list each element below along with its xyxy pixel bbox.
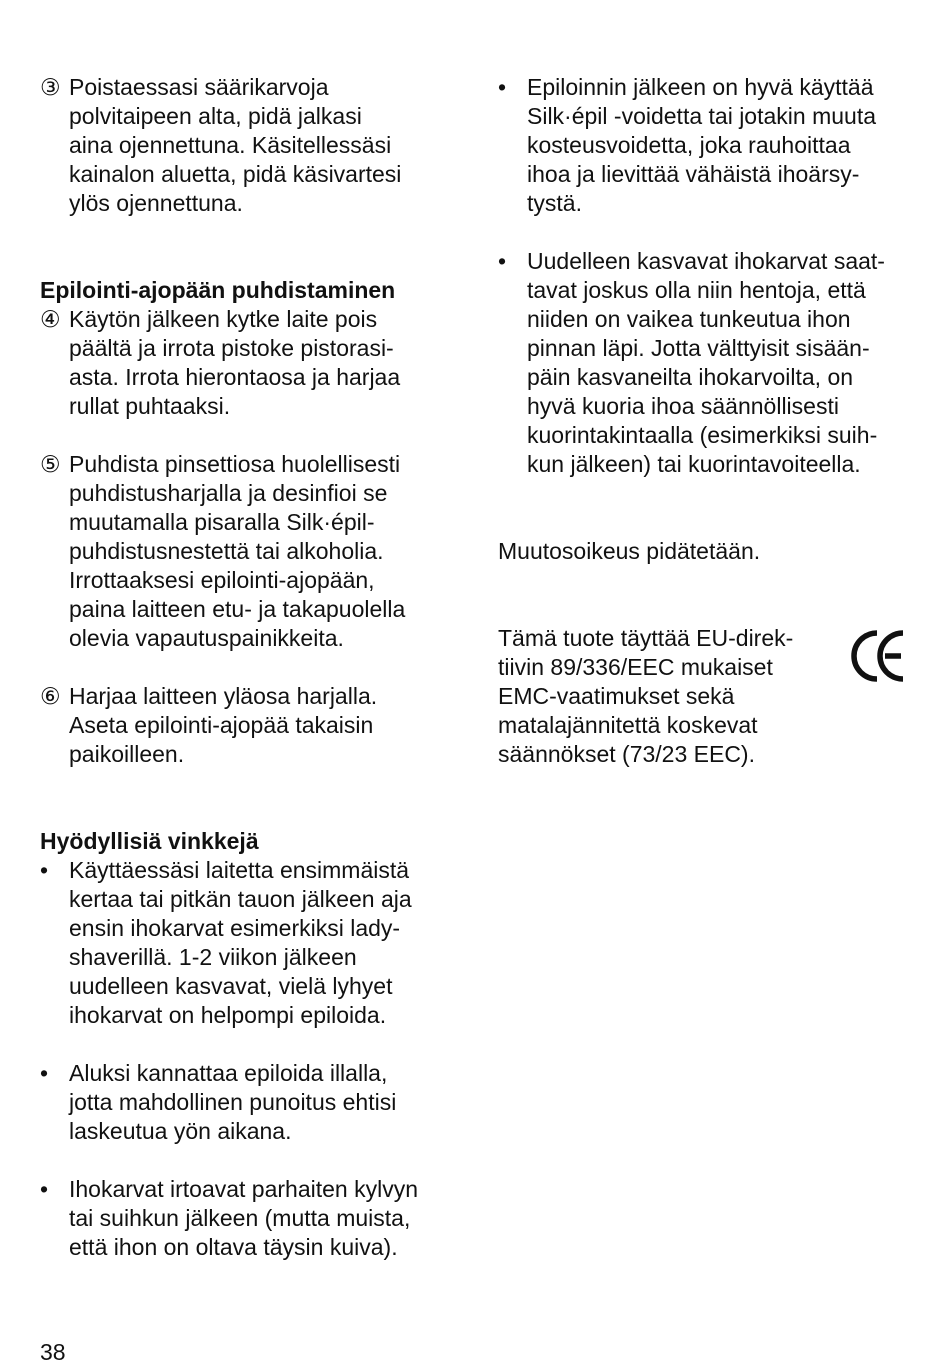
step-4 [40,305,460,421]
compliance-line: säännökset (73/23 EEC). [498,741,755,767]
bullet-icon: • [498,248,507,274]
tip-line: niiden on vaikea tunkeutua ihon [527,306,851,332]
tip-line: ihoa ja lievittää vähäistä ihoärsy- [527,161,860,187]
tip-line: pinnan läpi. Jotta välttyisit sisään- [527,335,870,361]
page-number: 38 [40,1339,66,1365]
compliance-line: matalajännitettä koskevat [498,712,758,738]
step-3-line: aina ojennettuna. Käsitellessäsi [69,132,392,158]
tips-heading: Hyödyllisiä vinkkejä [40,828,259,854]
tip-bullet [498,73,918,218]
step-6-line: Aseta epilointi-ajopää takaisin [69,712,374,738]
compliance-line: tiivin 89/336/EEC mukaiset [498,654,773,680]
rights-notice-text: Muutosoikeus pidätetään. [498,538,761,564]
step-4-line: Käytön jälkeen kytke laite pois [69,306,378,332]
tip-line: laskeutua yön aikana. [69,1118,292,1144]
step-4-line: päältä ja irrota pistoke pistorasi- [69,335,394,361]
tip-line: että ihon on oltava täysin kuiva). [69,1234,398,1260]
right-column [498,73,918,769]
left-column [40,73,460,1262]
step-4-line: asta. Irrota hierontaosa ja harjaa [69,364,401,390]
tip-line: Silk·épil -voidetta tai jotakin muuta [527,103,876,129]
step-5-line: puhdistusharjalla ja desinfioi se [69,480,388,506]
step-3-line: polvitaipeen alta, pidä jalkasi [69,103,362,129]
cleaning-heading: Epilointi-ajopään puhdistaminen [40,277,396,303]
tip-line: Epiloinnin jälkeen on hyvä käyttää [527,74,874,100]
tip-bullet [40,1175,460,1262]
bullet-icon: • [498,74,507,100]
step-4-number: ④ [40,306,61,332]
tip-bullet [40,1059,460,1146]
tip-line: tavat joskus olla niin hentoja, että [527,277,866,303]
step-5 [40,450,460,653]
tip-line: uudelleen kasvavat, vielä lyhyet [69,973,393,999]
tip-bullet [40,856,460,1030]
step-4-line: rullat puhtaaksi. [69,393,231,419]
tip-line: tystä. [527,190,582,216]
tip-line: tai suihkun jälkeen (mutta muista, [69,1205,411,1231]
tip-line: Uudelleen kasvavat ihokarvat saat- [527,248,885,274]
step-3-line: Poistaessasi säärikarvoja [69,74,329,100]
tip-bullet [498,247,918,479]
step-6 [40,682,460,769]
compliance-line: Tämä tuote täyttää EU-direk- [498,625,794,651]
step-3-line: ylös ojennettuna. [69,190,243,216]
step-5-line: muutamalla pisaralla Silk·épil- [69,509,375,535]
step-5-line: paina laitteen etu- ja takapuolella [69,596,406,622]
tip-line: kertaa tai pitkän tauon jälkeen aja [69,886,412,912]
tip-line: Ihokarvat irtoavat parhaiten kylvyn [69,1176,419,1202]
bullet-icon: • [40,1176,49,1202]
compliance-statement [498,624,918,769]
step-5-line: Puhdista pinsettiosa huolellisesti [69,451,401,477]
tip-line: kosteusvoidetta, joka rauhoittaa [527,132,851,158]
tip-line: Aluksi kannattaa epiloida illalla, [69,1060,388,1086]
tip-line: Käyttäessäsi laitetta ensimmäistä [69,857,410,883]
tip-line: päin kasvaneilta ihokarvoilta, on [527,364,854,390]
step-3-number: ③ [40,74,61,100]
step-3 [40,73,460,218]
compliance-line: EMC-vaatimukset sekä [498,683,735,709]
step-6-line: Harjaa laitteen yläosa harjalla. [69,683,378,709]
step-5-line: puhdistusnestettä tai alkoholia. [69,538,384,564]
bullet-icon: • [40,857,49,883]
tip-line: hyvä kuoria ihoa säännöllisesti [527,393,839,419]
step-5-number: ⑤ [40,451,61,477]
tip-line: jotta mahdollinen punoitus ehtisi [69,1089,397,1115]
step-5-line: Irrottaaksesi epilointi-ajopään, [69,567,375,593]
tip-line: ihokarvat on helpompi epiloida. [69,1002,387,1028]
step-5-line: olevia vapautuspainikkeita. [69,625,344,651]
tip-line: ensin ihokarvat esimerkiksi lady- [69,915,401,941]
tip-line: kun jälkeen) tai kuorintavoiteella. [527,451,861,477]
bullet-icon: • [40,1060,49,1086]
tip-line: kuorintakintaalla (esimerkiksi suih- [527,422,878,448]
ce-mark-icon [850,627,908,685]
step-6-number: ⑥ [40,683,61,709]
tip-line: shaverillä. 1-2 viikon jälkeen [69,944,357,970]
step-6-line: paikoilleen. [69,741,185,767]
rights-notice [498,537,918,566]
step-3-line: kainalon aluetta, pidä käsivartesi [69,161,402,187]
